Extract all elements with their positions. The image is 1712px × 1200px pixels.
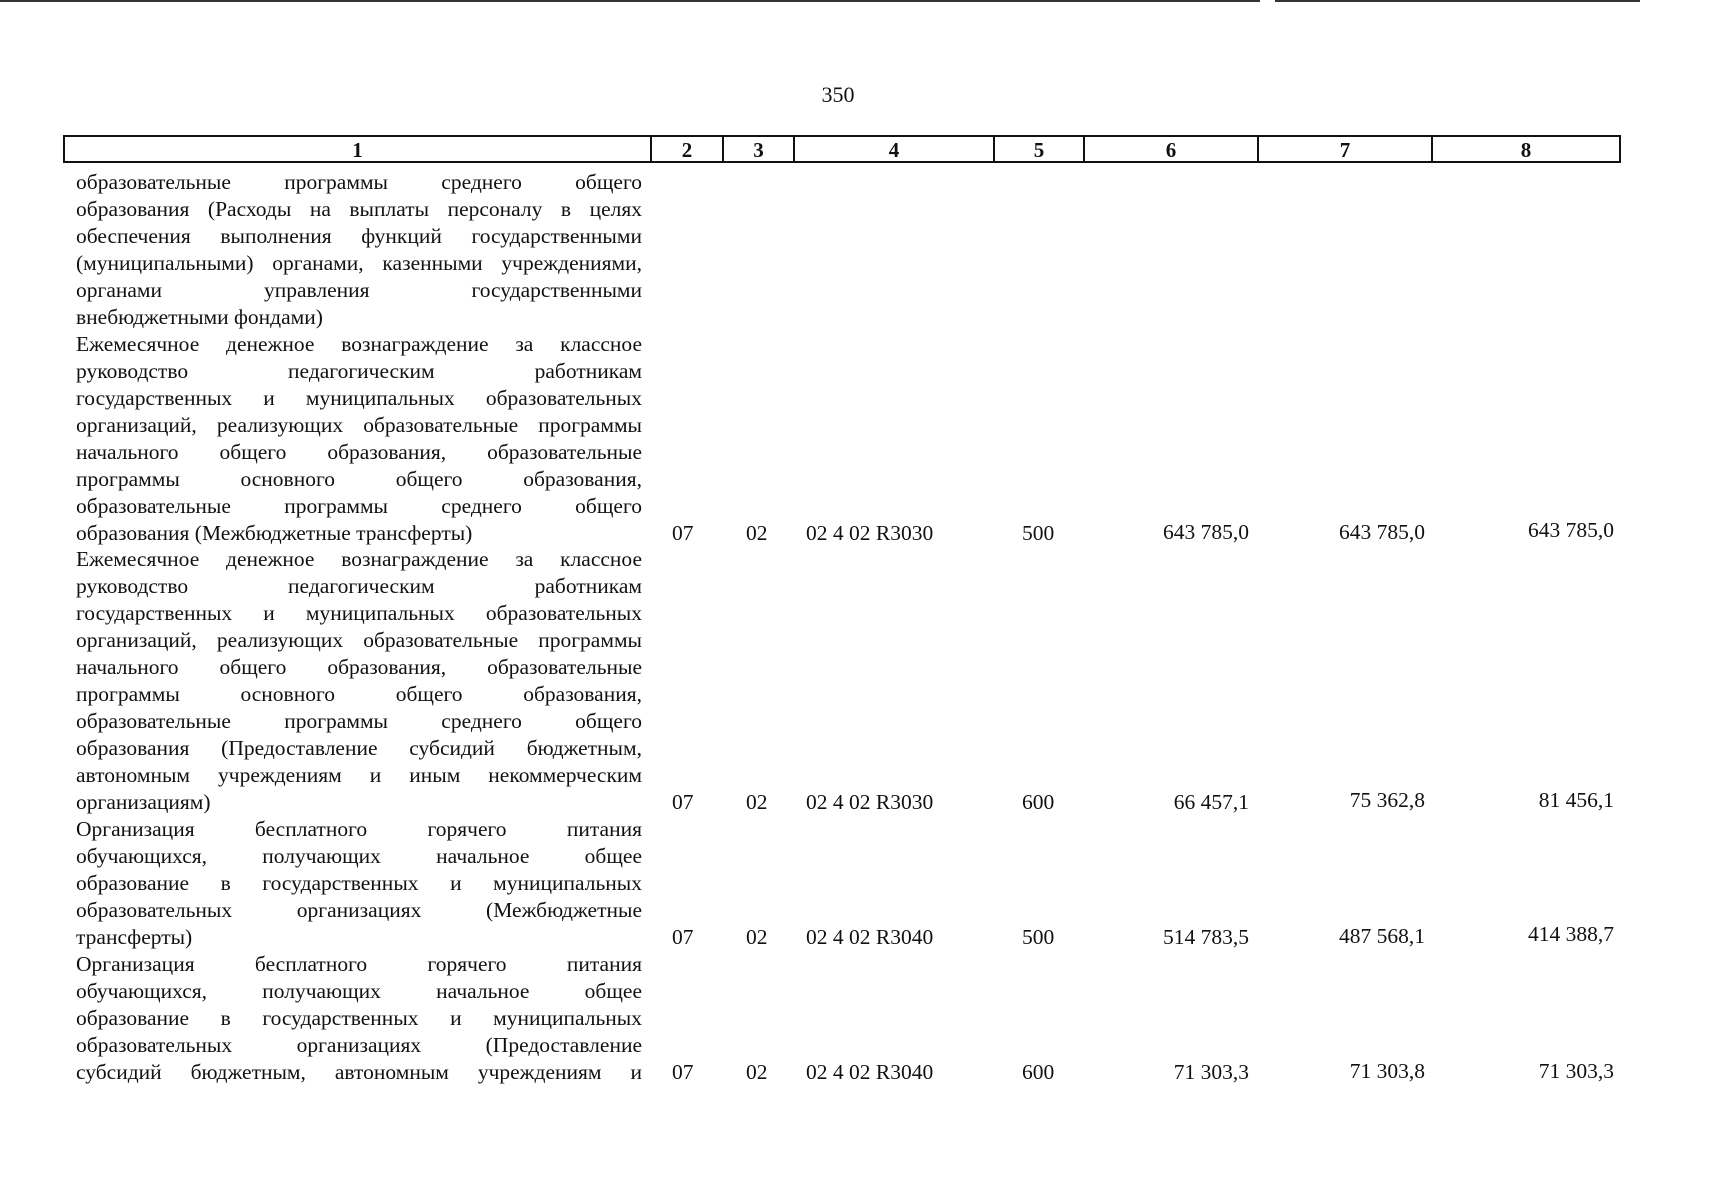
cell-amount-col7: 75 362,8 bbox=[1349, 788, 1425, 812]
description-line: органами управления государственными bbox=[76, 278, 642, 302]
row-description bbox=[76, 816, 642, 951]
description-line: организациям) bbox=[76, 790, 211, 814]
row-description bbox=[76, 169, 642, 331]
description-line: образовательные программы среднего общего bbox=[76, 494, 642, 518]
description-line: Организация бесплатного горячего питания bbox=[76, 817, 642, 841]
description-line: руководство педагогическим работникам bbox=[76, 359, 642, 383]
cell-amount-col7: 71 303,8 bbox=[1349, 1059, 1425, 1083]
description-line: Организация бесплатного горячего питания bbox=[76, 952, 642, 976]
cell-amount-col8: 81 456,1 bbox=[1538, 788, 1614, 812]
description-line: начального общего образования, образовательные bbox=[76, 655, 642, 679]
description-line: субсидий бюджетным, автономным учреждениям и bbox=[76, 1060, 642, 1084]
cell-target-code: 02 4 02 R3040 bbox=[806, 925, 934, 949]
row-description bbox=[76, 331, 642, 547]
cell-target-code: 02 4 02 R3040 bbox=[806, 1060, 934, 1084]
description-line: государственных и муниципальных образовательных bbox=[76, 386, 642, 410]
description-line: обучающихся, получающих начальное общее bbox=[76, 844, 642, 868]
description-line: образование в государственных и муниципальных bbox=[76, 871, 642, 895]
cell-amount-col7: 487 568,1 bbox=[1339, 924, 1425, 948]
description-line: (муниципальными) органами, казенными учреждениями, bbox=[76, 251, 642, 275]
table-header bbox=[63, 135, 1621, 163]
header-col-8: 8 bbox=[1520, 138, 1532, 162]
description-line: образования (Предоставление субсидий бюджетным, bbox=[76, 736, 642, 760]
description-line: Ежемесячное денежное вознаграждение за классное bbox=[76, 547, 642, 571]
row-description bbox=[76, 951, 642, 1086]
header-col-2: 2 bbox=[652, 137, 724, 161]
header-col-3: 3 bbox=[724, 137, 795, 161]
description-line: образовательных организациях (Межбюджетные bbox=[76, 898, 642, 922]
description-line: образовательные программы среднего общего bbox=[76, 170, 642, 194]
cell-amount-col8: 71 303,3 bbox=[1538, 1059, 1614, 1083]
header-col-7: 7 bbox=[1259, 137, 1433, 161]
cell-amount-col7: 643 785,0 bbox=[1339, 520, 1425, 544]
description-line: Ежемесячное денежное вознаграждение за классное bbox=[76, 332, 642, 356]
cell-section: 07 bbox=[672, 521, 694, 545]
cell-amount-col6: 643 785,0 bbox=[1163, 520, 1249, 544]
header-col-1: 1 bbox=[65, 137, 652, 161]
cell-amount-col6: 514 783,5 bbox=[1163, 925, 1249, 949]
header-col-6: 6 bbox=[1085, 137, 1259, 161]
cell-amount-col8: 643 785,0 bbox=[1528, 518, 1614, 542]
description-line: руководство педагогическим работникам bbox=[76, 574, 642, 598]
cell-expense-type: 600 bbox=[1022, 790, 1055, 814]
description-line: обучающихся, получающих начальное общее bbox=[76, 979, 642, 1003]
description-line: автономным учреждениям и иным некоммерческим bbox=[76, 763, 642, 787]
description-line: программы основного общего образования, bbox=[76, 467, 642, 491]
description-line: организаций, реализующих образовательные программы bbox=[76, 628, 642, 652]
cell-target-code: 02 4 02 R3030 bbox=[806, 521, 934, 545]
description-line: трансферты) bbox=[76, 925, 193, 949]
cell-subsection: 02 bbox=[746, 925, 768, 949]
cell-section: 07 bbox=[672, 790, 694, 814]
cell-expense-type: 500 bbox=[1022, 521, 1055, 545]
description-line: внебюджетными фондами) bbox=[76, 305, 323, 329]
cell-section: 07 bbox=[672, 1060, 694, 1084]
cell-expense-type: 600 bbox=[1022, 1060, 1055, 1084]
cell-subsection: 02 bbox=[746, 1060, 768, 1084]
cell-target-code: 02 4 02 R3030 bbox=[806, 790, 934, 814]
description-line: начального общего образования, образовательные bbox=[76, 440, 642, 464]
description-line: образовательные программы среднего общего bbox=[76, 709, 642, 733]
scan-edge-line bbox=[0, 0, 1260, 2]
cell-subsection: 02 bbox=[746, 790, 768, 814]
cell-amount-col8: 414 388,7 bbox=[1528, 922, 1614, 946]
cell-amount-col6: 71 303,3 bbox=[1173, 1060, 1249, 1084]
row-description bbox=[76, 546, 642, 816]
description-line: программы основного общего образования, bbox=[76, 682, 642, 706]
description-line: образования (Межбюджетные трансферты) bbox=[76, 521, 473, 545]
cell-subsection: 02 bbox=[746, 521, 768, 545]
scan-edge-line bbox=[1275, 0, 1640, 2]
header-col-4: 4 bbox=[795, 137, 995, 161]
page-number: 350 bbox=[821, 82, 855, 107]
cell-amount-col6: 66 457,1 bbox=[1173, 790, 1249, 814]
description-line: обеспечения выполнения функций государственными bbox=[76, 224, 642, 248]
cell-section: 07 bbox=[672, 925, 694, 949]
description-line: государственных и муниципальных образовательных bbox=[76, 601, 642, 625]
header-col-5: 5 bbox=[995, 137, 1085, 161]
description-line: организаций, реализующих образовательные программы bbox=[76, 413, 642, 437]
cell-expense-type: 500 bbox=[1022, 925, 1055, 949]
description-line: образовательных организациях (Предоставление bbox=[76, 1033, 642, 1057]
description-line: образование в государственных и муниципальных bbox=[76, 1006, 642, 1030]
description-line: образования (Расходы на выплаты персоналу в целях bbox=[76, 197, 642, 221]
